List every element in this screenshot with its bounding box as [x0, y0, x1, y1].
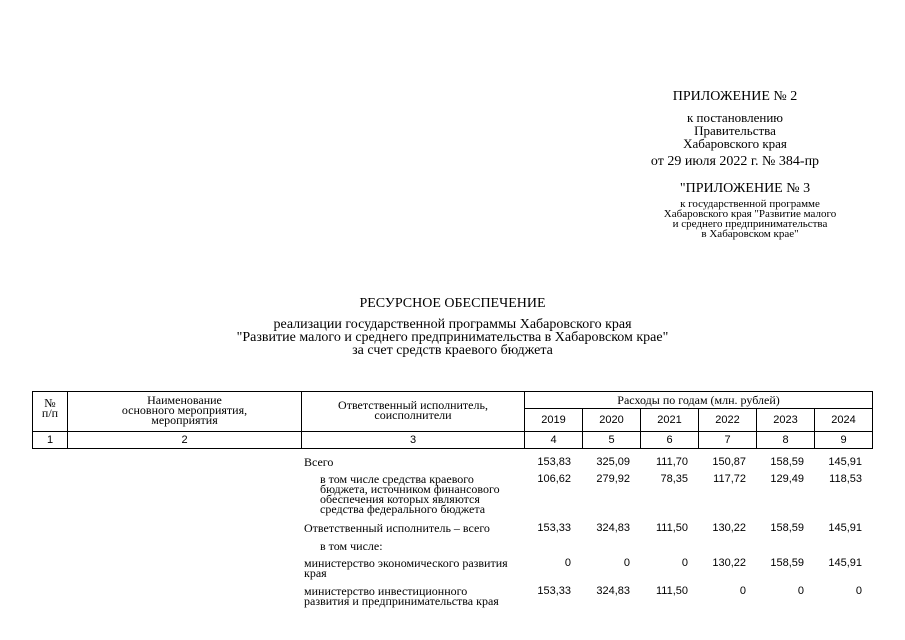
row-value-2024: 0 — [855, 585, 862, 597]
col-number-6: 6 — [641, 432, 699, 449]
year-2022: 2022 — [699, 409, 757, 432]
row-label: Всего — [304, 455, 334, 469]
row-label: в том числе: — [320, 539, 383, 553]
row-value-2020: 325,09 — [596, 456, 630, 468]
col-number-2: 2 — [68, 432, 302, 449]
col-number-8: 8 — [757, 432, 815, 449]
row-value-2024: 145,91 — [828, 456, 862, 468]
row-value-2022: 130,22 — [712, 522, 746, 534]
col-number-9: 9 — [815, 432, 873, 449]
year-2020: 2020 — [583, 409, 641, 432]
appendix-line-3: Хабаровского края — [683, 136, 787, 151]
year-2021: 2021 — [641, 409, 699, 432]
row-value-2023: 158,59 — [770, 456, 804, 468]
header-expenses: Расходы по годам (млн. рублей) — [525, 392, 873, 409]
row-value-2021: 111,50 — [655, 522, 688, 534]
row-value-2019: 153,83 — [537, 456, 571, 468]
row-value-2024: 145,91 — [828, 522, 862, 534]
row-value-2022: 117,72 — [713, 473, 746, 485]
appendix2-line-4: в Хабаровском крае" — [701, 228, 799, 240]
resource-table-body — [32, 456, 873, 640]
year-2023: 2023 — [757, 409, 815, 432]
appendix2-line-3: и среднего предпринимательства — [672, 218, 828, 230]
row-value-2024: 145,91 — [828, 557, 862, 569]
row-value-2023: 158,59 — [770, 557, 804, 569]
row-value-2021: 111,70 — [655, 456, 688, 468]
row-value-2019: 153,33 — [537, 585, 571, 597]
row-value-2019: 106,62 — [537, 473, 571, 485]
year-2024: 2024 — [815, 409, 873, 432]
row-value-2020: 0 — [623, 557, 630, 569]
row-value-2023: 158,59 — [770, 522, 804, 534]
header-number: № п/п — [33, 392, 68, 432]
row-value-2022: 130,22 — [712, 557, 746, 569]
row-label: министерство экономического развития края — [304, 556, 508, 580]
document-subtitle-3: за счет средств краевого бюджета — [352, 343, 553, 358]
appendix-line-1: к постановлению — [686, 110, 784, 125]
document-subtitle-1: реализации государственной программы Хабаровского края — [273, 317, 632, 332]
row-value-2023: 129,49 — [770, 473, 804, 485]
header-name: Наименование основного мероприятия, мероприятия — [68, 392, 302, 432]
row-value-2021: 0 — [681, 557, 688, 569]
col-number-4: 4 — [525, 432, 583, 449]
header-executor: Ответственный исполнитель, соисполнители — [302, 392, 525, 432]
row-value-2021: 78,35 — [660, 473, 688, 485]
row-value-2022: 0 — [739, 585, 746, 597]
appendix-title: ПРИЛОЖЕНИЕ № 2 — [672, 89, 798, 104]
row-label: министерство инвестиционного развития и предпринимательства края — [304, 584, 499, 608]
col-number-3: 3 — [302, 432, 525, 449]
row-value-2020: 279,92 — [596, 473, 630, 485]
col-number-5: 5 — [583, 432, 641, 449]
row-label: в том числе средства краевого бюджета, источником финансового обеспечения которых являются средства федерального бюджета — [320, 472, 500, 516]
appendix-date: от 29 июля 2022 г. № 384-пр — [650, 154, 820, 169]
row-value-2021: 111,50 — [655, 585, 688, 597]
col-number-7: 7 — [699, 432, 757, 449]
appendix2-title: "ПРИЛОЖЕНИЕ № 3 — [679, 181, 811, 196]
row-value-2020: 324,83 — [596, 522, 630, 534]
col-number-1: 1 — [33, 432, 68, 449]
document-subtitle-2: "Развитие малого и среднего предпринимательства в Хабаровском крае" — [236, 330, 669, 345]
year-2019: 2019 — [525, 409, 583, 432]
row-value-2023: 0 — [797, 585, 804, 597]
row-value-2019: 0 — [564, 557, 571, 569]
row-value-2020: 324,83 — [596, 585, 630, 597]
appendix2-line-1: к государственной программе — [680, 198, 820, 210]
resource-table-header — [32, 391, 873, 449]
row-value-2024: 118,53 — [829, 473, 862, 485]
row-value-2022: 150,87 — [712, 456, 746, 468]
appendix-line-2: Правительства — [694, 123, 776, 138]
appendix2-line-2: Хабаровского края "Развитие малого — [663, 208, 837, 220]
document-title: РЕСУРСНОЕ ОБЕСПЕЧЕНИЕ — [359, 296, 546, 311]
row-label: Ответственный исполнитель – всего — [304, 521, 490, 535]
row-value-2019: 153,33 — [537, 522, 571, 534]
